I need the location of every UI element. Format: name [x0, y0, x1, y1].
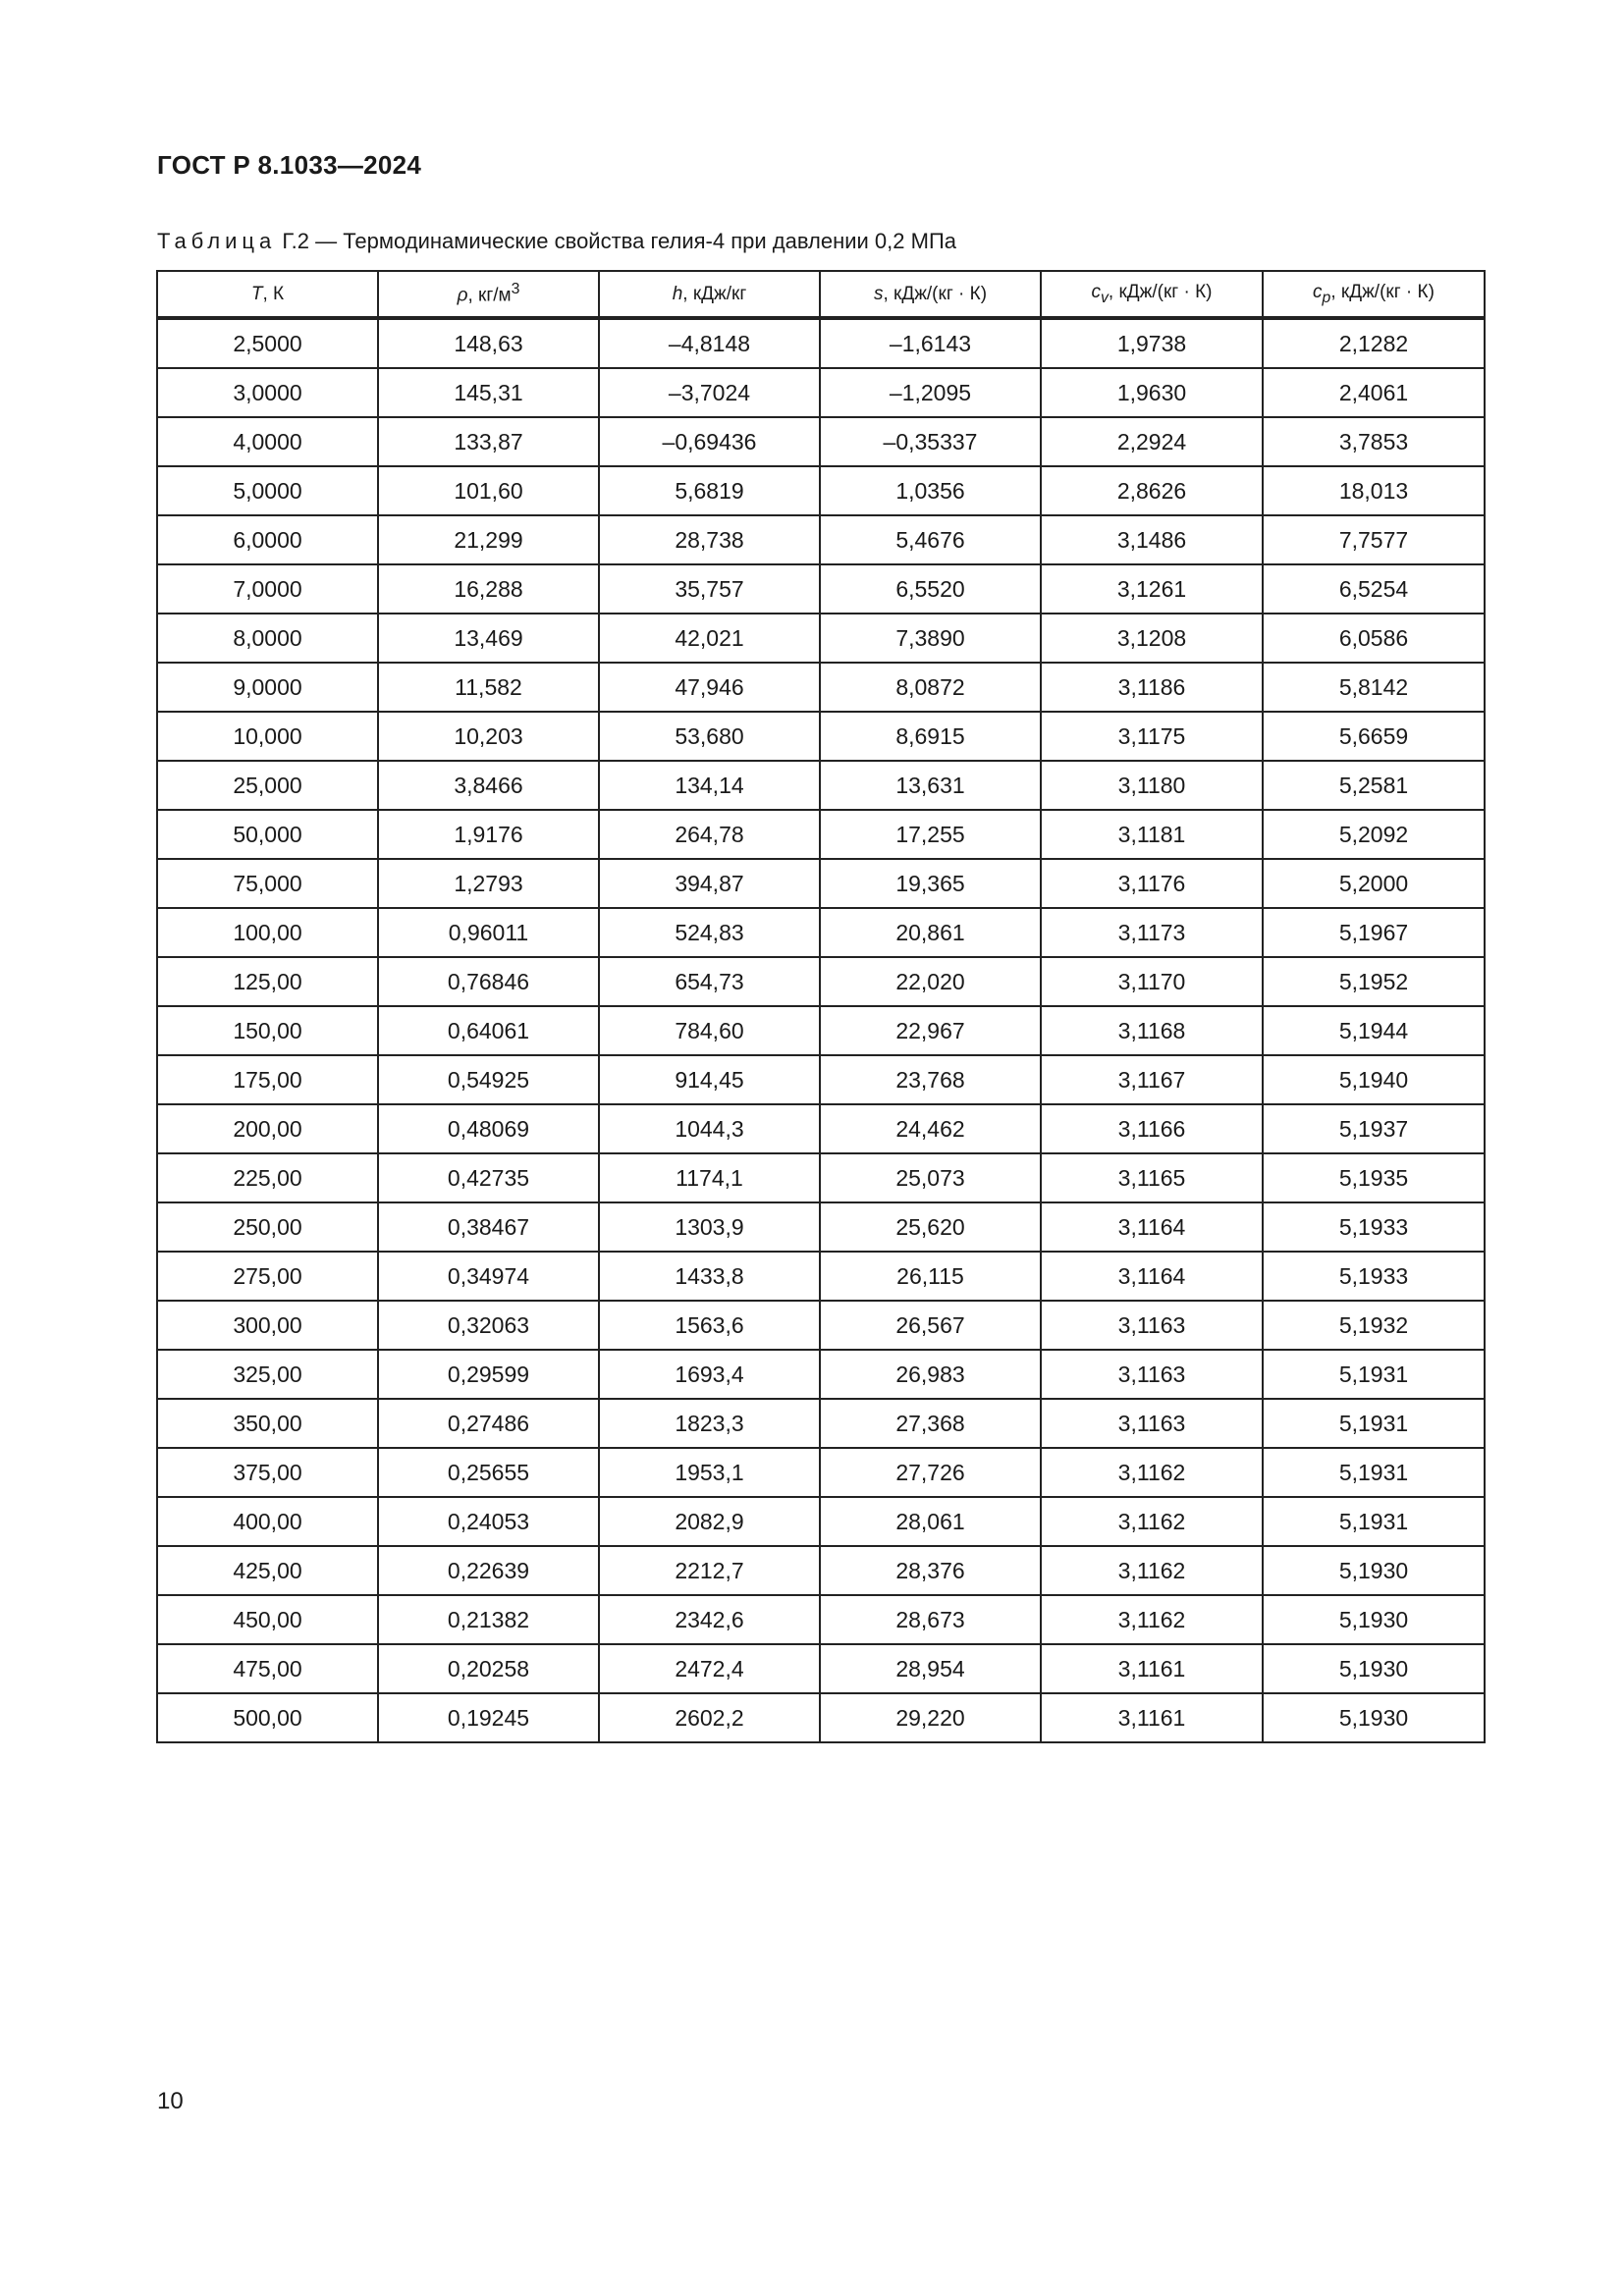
table-cell: 1174,1	[599, 1153, 820, 1202]
table-cell: –3,7024	[599, 368, 820, 417]
table-cell: 53,680	[599, 712, 820, 761]
table-cell: 7,7577	[1263, 515, 1485, 564]
table-row	[157, 515, 1485, 564]
table-cell: 3,1163	[1041, 1350, 1263, 1399]
table-cell: 3,1166	[1041, 1104, 1263, 1153]
table-cell: 0,96011	[378, 908, 599, 957]
table-cell: 5,1937	[1263, 1104, 1485, 1153]
table-cell: 29,220	[820, 1693, 1041, 1742]
table-cell: 8,0872	[820, 663, 1041, 712]
table-cell: 3,1186	[1041, 663, 1263, 712]
table-row	[157, 1301, 1485, 1350]
table-cell: 35,757	[599, 564, 820, 614]
table-cell: 18,013	[1263, 466, 1485, 515]
table-cell: 6,0000	[157, 515, 378, 564]
table-cell: 0,29599	[378, 1350, 599, 1399]
table-cell: 3,1181	[1041, 810, 1263, 859]
table-cell: 1,9738	[1041, 318, 1263, 368]
table-cell: 500,00	[157, 1693, 378, 1742]
table-row	[157, 318, 1485, 368]
table-cell: 75,000	[157, 859, 378, 908]
table-cell: 394,87	[599, 859, 820, 908]
table-cell: 26,115	[820, 1252, 1041, 1301]
table-cell: 0,48069	[378, 1104, 599, 1153]
table-cell: 2,4061	[1263, 368, 1485, 417]
table-cell: 1,2793	[378, 859, 599, 908]
table-cell: 3,1167	[1041, 1055, 1263, 1104]
table-cell: 3,1162	[1041, 1595, 1263, 1644]
table-cell: 25,000	[157, 761, 378, 810]
table-cell: 5,1933	[1263, 1252, 1485, 1301]
table-cell: 0,24053	[378, 1497, 599, 1546]
table-cell: 11,582	[378, 663, 599, 712]
table-cell: 3,1165	[1041, 1153, 1263, 1202]
table-cell: 425,00	[157, 1546, 378, 1595]
table-cell: 784,60	[599, 1006, 820, 1055]
table-cell: 3,7853	[1263, 417, 1485, 466]
table-cell: 42,021	[599, 614, 820, 663]
header-unit: , кДж/(кг · К)	[1108, 281, 1213, 302]
table-header	[157, 271, 1485, 318]
table-row	[157, 466, 1485, 515]
table-cell: 10,000	[157, 712, 378, 761]
table-cell: 1953,1	[599, 1448, 820, 1497]
header-subscript: v	[1101, 289, 1109, 306]
table-cell: 26,983	[820, 1350, 1041, 1399]
table-cell: 325,00	[157, 1350, 378, 1399]
table-cell: 5,1930	[1263, 1644, 1485, 1693]
column-header	[599, 271, 820, 318]
table-row	[157, 1202, 1485, 1252]
table-cell: –4,8148	[599, 318, 820, 368]
table-cell: 5,2581	[1263, 761, 1485, 810]
table-cell: 19,365	[820, 859, 1041, 908]
table-row	[157, 1104, 1485, 1153]
table-cell: 275,00	[157, 1252, 378, 1301]
table-cell: 10,203	[378, 712, 599, 761]
header-symbol: h	[672, 283, 683, 304]
header-symbol: s	[873, 283, 884, 304]
table-row	[157, 1644, 1485, 1693]
table-cell: 25,620	[820, 1202, 1041, 1252]
table-cell: 1563,6	[599, 1301, 820, 1350]
table-cell: 5,8142	[1263, 663, 1485, 712]
table-cell: 28,954	[820, 1644, 1041, 1693]
table-cell: 914,45	[599, 1055, 820, 1104]
table-body	[157, 318, 1485, 1742]
table-cell: 28,376	[820, 1546, 1041, 1595]
table-cell: 6,5254	[1263, 564, 1485, 614]
table-cell: 2082,9	[599, 1497, 820, 1546]
table-cell: 5,1933	[1263, 1202, 1485, 1252]
table-cell: 0,27486	[378, 1399, 599, 1448]
table-cell: 3,1208	[1041, 614, 1263, 663]
table-cell: 0,22639	[378, 1546, 599, 1595]
table-cell: 100,00	[157, 908, 378, 957]
column-header	[1263, 271, 1485, 318]
table-cell: 3,1261	[1041, 564, 1263, 614]
table-cell: 450,00	[157, 1595, 378, 1644]
table-cell: 2,5000	[157, 318, 378, 368]
table-row	[157, 1055, 1485, 1104]
table-cell: 50,000	[157, 810, 378, 859]
table-row	[157, 368, 1485, 417]
table-cell: 5,1930	[1263, 1546, 1485, 1595]
table-cell: 1044,3	[599, 1104, 820, 1153]
table-row	[157, 417, 1485, 466]
table-cell: 2472,4	[599, 1644, 820, 1693]
table-row	[157, 1399, 1485, 1448]
header-symbol: T	[250, 283, 263, 304]
table-cell: 20,861	[820, 908, 1041, 957]
table-cell: 5,1931	[1263, 1497, 1485, 1546]
table-cell: 5,1967	[1263, 908, 1485, 957]
table-cell: 5,6819	[599, 466, 820, 515]
table-row	[157, 761, 1485, 810]
table-cell: 0,20258	[378, 1644, 599, 1693]
table-cell: 5,1932	[1263, 1301, 1485, 1350]
table-cell: 6,0586	[1263, 614, 1485, 663]
table-cell: 0,54925	[378, 1055, 599, 1104]
table-cell: 200,00	[157, 1104, 378, 1153]
table-cell: 101,60	[378, 466, 599, 515]
table-cell: 3,1161	[1041, 1644, 1263, 1693]
table-cell: 2342,6	[599, 1595, 820, 1644]
table-cell: 654,73	[599, 957, 820, 1006]
table-cell: 0,64061	[378, 1006, 599, 1055]
table-cell: 148,63	[378, 318, 599, 368]
table-cell: 145,31	[378, 368, 599, 417]
table-cell: 524,83	[599, 908, 820, 957]
table-cell: –0,69436	[599, 417, 820, 466]
table-row	[157, 663, 1485, 712]
table-cell: –1,2095	[820, 368, 1041, 417]
table-cell: 1303,9	[599, 1202, 820, 1252]
table-row	[157, 1693, 1485, 1742]
table-cell: 8,6915	[820, 712, 1041, 761]
table-cell: 0,34974	[378, 1252, 599, 1301]
table-cell: 3,1162	[1041, 1448, 1263, 1497]
page-number: 10	[157, 2088, 184, 2114]
table-row	[157, 614, 1485, 663]
header-subscript: p	[1322, 289, 1331, 306]
table-cell: 475,00	[157, 1644, 378, 1693]
table-row	[157, 1006, 1485, 1055]
table-cell: 5,2000	[1263, 859, 1485, 908]
table-cell: 28,673	[820, 1595, 1041, 1644]
table-row	[157, 1448, 1485, 1497]
header-symbol: c	[1091, 281, 1101, 302]
table-cell: 4,0000	[157, 417, 378, 466]
table-cell: 5,1952	[1263, 957, 1485, 1006]
table-cell: 3,1486	[1041, 515, 1263, 564]
table-cell: 3,1162	[1041, 1497, 1263, 1546]
table-cell: –0,35337	[820, 417, 1041, 466]
table-cell: 0,21382	[378, 1595, 599, 1644]
table-cell: 0,19245	[378, 1693, 599, 1742]
table-cell: 2602,2	[599, 1693, 820, 1742]
table-cell: 7,0000	[157, 564, 378, 614]
column-header	[378, 271, 599, 318]
table-cell: 2,2924	[1041, 417, 1263, 466]
table-cell: 400,00	[157, 1497, 378, 1546]
table-cell: 0,42735	[378, 1153, 599, 1202]
table-cell: 3,1164	[1041, 1252, 1263, 1301]
table-row	[157, 1153, 1485, 1202]
table-cell: 250,00	[157, 1202, 378, 1252]
table-cell: 3,1168	[1041, 1006, 1263, 1055]
table-cell: 3,1175	[1041, 712, 1263, 761]
table-cell: 1433,8	[599, 1252, 820, 1301]
table-caption	[157, 229, 956, 254]
column-header	[820, 271, 1041, 318]
table-cell: 3,1161	[1041, 1693, 1263, 1742]
table-cell: 0,32063	[378, 1301, 599, 1350]
header-symbol: ρ	[457, 285, 468, 306]
table-cell: 2212,7	[599, 1546, 820, 1595]
table-cell: –1,6143	[820, 318, 1041, 368]
table-cell: 8,0000	[157, 614, 378, 663]
thermo-properties-table	[156, 270, 1486, 1743]
table-row	[157, 564, 1485, 614]
table-cell: 125,00	[157, 957, 378, 1006]
table-cell: 3,1176	[1041, 859, 1263, 908]
document-code: ГОСТ Р 8.1033—2024	[157, 150, 422, 180]
table-cell: 2,1282	[1263, 318, 1485, 368]
table-caption-word: Таблица	[157, 229, 277, 253]
table-row	[157, 957, 1485, 1006]
table-cell: 1,9176	[378, 810, 599, 859]
table-cell: 3,1163	[1041, 1399, 1263, 1448]
table-row	[157, 1252, 1485, 1301]
table-cell: 16,288	[378, 564, 599, 614]
table-cell: 22,967	[820, 1006, 1041, 1055]
table-cell: 150,00	[157, 1006, 378, 1055]
header-unit: , кДж/(кг · К)	[1330, 281, 1435, 302]
table-cell: 133,87	[378, 417, 599, 466]
table-cell: 22,020	[820, 957, 1041, 1006]
table-cell: 9,0000	[157, 663, 378, 712]
table-cell: 3,1162	[1041, 1546, 1263, 1595]
table-cell: 0,38467	[378, 1202, 599, 1252]
table-cell: 27,368	[820, 1399, 1041, 1448]
table-row	[157, 810, 1485, 859]
table-cell: 25,073	[820, 1153, 1041, 1202]
table-cell: 3,0000	[157, 368, 378, 417]
table-cell: 5,1930	[1263, 1595, 1485, 1644]
table-row	[157, 1546, 1485, 1595]
table-cell: 13,631	[820, 761, 1041, 810]
table-cell: 5,0000	[157, 466, 378, 515]
table-cell: 1823,3	[599, 1399, 820, 1448]
table-cell: 375,00	[157, 1448, 378, 1497]
table-row	[157, 859, 1485, 908]
table-cell: 13,469	[378, 614, 599, 663]
header-unit: , кДж/кг	[682, 283, 747, 304]
table-cell: 47,946	[599, 663, 820, 712]
header-unit: , кДж/(кг · К)	[883, 283, 988, 304]
table-cell: 5,1931	[1263, 1399, 1485, 1448]
table-cell: 26,567	[820, 1301, 1041, 1350]
table-cell: 264,78	[599, 810, 820, 859]
table-cell: 0,25655	[378, 1448, 599, 1497]
table-cell: 5,1931	[1263, 1350, 1485, 1399]
table-cell: 1,0356	[820, 466, 1041, 515]
header-row	[157, 271, 1485, 318]
table-cell: 28,061	[820, 1497, 1041, 1546]
table-cell: 2,8626	[1041, 466, 1263, 515]
table-cell: 3,1173	[1041, 908, 1263, 957]
table-cell: 5,1944	[1263, 1006, 1485, 1055]
header-unit: , К	[262, 283, 285, 304]
table-cell: 5,1940	[1263, 1055, 1485, 1104]
table-cell: 300,00	[157, 1301, 378, 1350]
table-row	[157, 1595, 1485, 1644]
table-cell: 6,5520	[820, 564, 1041, 614]
table-cell: 5,1930	[1263, 1693, 1485, 1742]
table-cell: 3,8466	[378, 761, 599, 810]
table-cell: 17,255	[820, 810, 1041, 859]
table-cell: 28,738	[599, 515, 820, 564]
table-cell: 5,4676	[820, 515, 1041, 564]
table-cell: 21,299	[378, 515, 599, 564]
header-symbol: c	[1313, 281, 1323, 302]
table-cell: 5,2092	[1263, 810, 1485, 859]
table-cell: 134,14	[599, 761, 820, 810]
table-row	[157, 1350, 1485, 1399]
table-cell: 27,726	[820, 1448, 1041, 1497]
table-row	[157, 908, 1485, 957]
table-cell: 3,1170	[1041, 957, 1263, 1006]
table-cell: 175,00	[157, 1055, 378, 1104]
header-superscript: 3	[511, 281, 520, 298]
header-unit: , кг/м	[467, 285, 512, 306]
table-cell: 24,462	[820, 1104, 1041, 1153]
table-cell: 350,00	[157, 1399, 378, 1448]
table-cell: 5,1931	[1263, 1448, 1485, 1497]
table-cell: 3,1163	[1041, 1301, 1263, 1350]
table-row	[157, 712, 1485, 761]
table-row	[157, 1497, 1485, 1546]
table-cell: 225,00	[157, 1153, 378, 1202]
table-cell: 1693,4	[599, 1350, 820, 1399]
table-caption-text: Г.2 — Термодинамические свойства гелия-4 при давлении 0,2 МПа	[282, 229, 956, 253]
table-cell: 23,768	[820, 1055, 1041, 1104]
table-cell: 0,76846	[378, 957, 599, 1006]
table-cell: 5,6659	[1263, 712, 1485, 761]
column-header	[157, 271, 378, 318]
table-cell: 7,3890	[820, 614, 1041, 663]
table-cell: 1,9630	[1041, 368, 1263, 417]
table-cell: 3,1164	[1041, 1202, 1263, 1252]
table-cell: 5,1935	[1263, 1153, 1485, 1202]
column-header	[1041, 271, 1263, 318]
table-cell: 3,1180	[1041, 761, 1263, 810]
